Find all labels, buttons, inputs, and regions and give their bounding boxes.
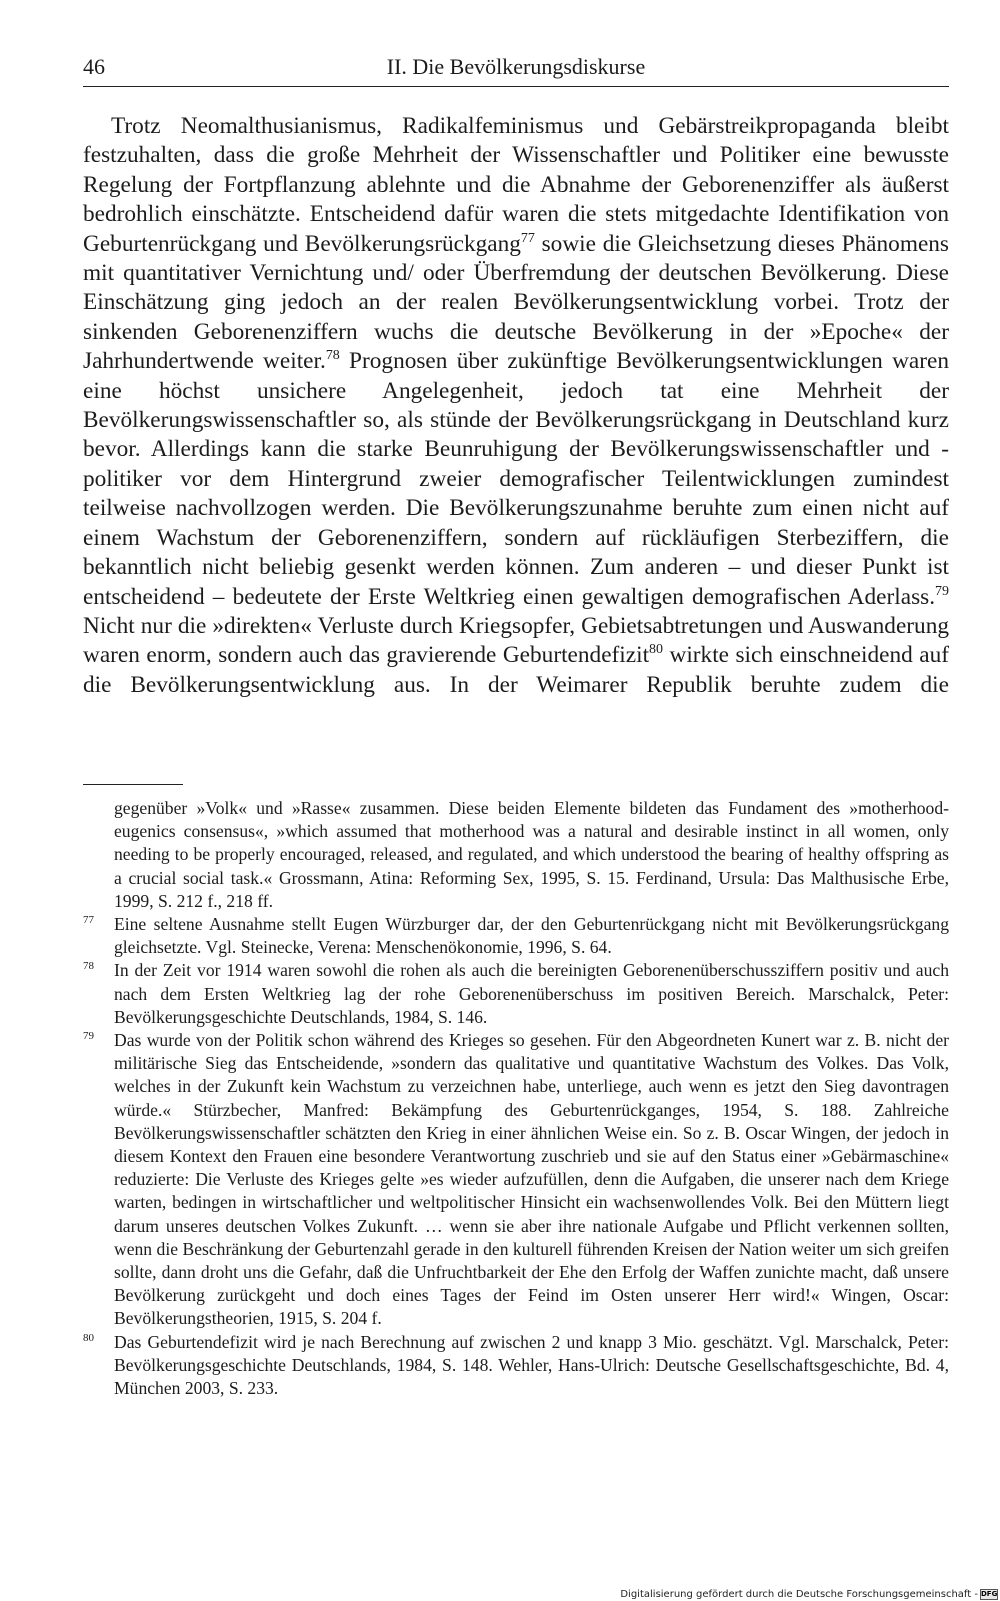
- digitization-footer: [606, 1588, 1000, 1601]
- header-rule: [83, 86, 949, 87]
- footnote-79: [83, 1029, 949, 1331]
- page-header: [83, 50, 949, 80]
- footnote-78: [83, 959, 949, 1029]
- footnote-ref-78[interactable]: 78: [325, 348, 340, 364]
- body-segment: Trotz Neomalthusianismus, Radikalfeminismus und Gebärstreikpropaganda bleibt festzuhalten, dass die große Mehrheit der Wissenschaftler und Politiker eine bewusste Regelung der Fortpflanzung ablehnte und die Abnahme der Geborenenziffer als äußerst bedrohlich einschätzte. Entscheidend dafür waren die stets mitgedachte Identifikation von Geburtenrückgang und Bevölkerungsrückgang: [83, 113, 949, 257]
- footnote-rule: [83, 784, 183, 785]
- footnote-77: [83, 913, 949, 959]
- footnote-text: Das Geburtendefizit wird je nach Berechnung auf zwischen 2 und knapp 3 Mio. geschätzt. Vgl. Marschalck, Peter: Bevölkerungsgeschichte Deutschlands, 1984, S. 148. Wehler, Hans-Ulrich: Deutsche Gesellschaftsgeschichte, Bd. 4, München 2003, S. 233.: [114, 1331, 949, 1399]
- footnote-number: 79: [83, 1030, 94, 1043]
- page-number: 46: [83, 54, 105, 79]
- main-text: [83, 112, 949, 700]
- footnote-number: 78: [83, 960, 94, 973]
- body-segment: wirkte sich einschneidend auf die Bevölkerungsentwicklung aus. In der Weimarer Republik beruhte zudem die: [83, 642, 949, 698]
- footnote-continued: gegenüber »Volk« und »Rasse« zusammen. Diese beiden Elemente bildeten das Fundament des »motherhood-eugenics consensus«, »which assumed that motherhood was a natural and desirable instinct in all women, only needing to be properly encouraged, released, and regulated, and which understood the bearing of healthy offspring as a crucial social task.« Grossmann, Atina: Reforming Sex, 1995, S. 15. Ferdinand, Ursula: Das Malthusische Erbe, 1999, S. 212 f., 218 ff.: [114, 798, 949, 911]
- footnote-number: 77: [83, 914, 94, 927]
- footnote-80: [83, 1331, 949, 1401]
- body-paragraph: [83, 112, 949, 700]
- dfg-logo-icon: DFG: [981, 1590, 998, 1598]
- footnote-number: 80: [83, 1331, 94, 1344]
- running-title: II. Die Bevölkerungsdiskurse: [386, 54, 646, 79]
- footnote-ref-80[interactable]: 80: [649, 642, 664, 658]
- body-segment: Prognosen über zukünftige Bevölkerungsentwicklungen waren eine höchst unsichere Angelegenheit, jedoch tat eine Mehrheit der Bevölkerungswissenschaftler so, als stünde der Bevölkerungsrückgang in Deutschland kurz bevor. Allerdings kann die starke Beunruhigung der Bevölkerungswissenschaftler und -politiker vor dem Hintergrund zweier demografischer Teilentwicklungen zumindest teilweise nachvollzogen werden. Die Bevölkerungszunahme beruhte zum einen nicht auf einem Wachstum der Geborenenziffern, sondern auf rückläufigen Sterbeziffern, die bekanntlich nicht beliebig gesenkt werden können. Zum anderen – und dieser Punkt ist entscheidend – bedeutete der Erste Weltkrieg einen gewaltigen demografischen Aderlass.: [83, 348, 949, 610]
- footnote-ref-77[interactable]: 77: [520, 230, 535, 246]
- footnote-ref-79[interactable]: 79: [935, 583, 949, 599]
- funding-credit: Digitalisierung gefördert durch die Deutsche Forschungsgemeinschaft -: [620, 1589, 978, 1600]
- footnotes: [83, 797, 949, 1400]
- body-segment: sowie die Gleichsetzung dieses Phänomens mit quantitativer Vernichtung und/ oder Überfremdung der deutschen Bevölkerung. Diese Einschätzung ging jedoch an der realen Bevölkerungsentwicklung vorbei. Trotz der sinkenden Geborenenziffern wuchs die deutsche Bevölkerung in der »Epoche« der Jahrhundertwende weiter.: [83, 230, 949, 375]
- footnote-text: Eine seltene Ausnahme stellt Eugen Würzburger dar, der den Geburtenrückgang nicht mit Bevölkerungsrückgang gleichsetzte. Vgl. Steinecke, Verena: Menschenökonomie, 1996, S. 64.: [114, 914, 949, 958]
- footnote-text: In der Zeit vor 1914 waren sowohl die rohen als auch die bereinigten Geborenenüberschussziffern positiv und auch nach dem Ersten Weltkrieg lag der rohe Geborenenüberschuss im positiven Bereich. Marschalck, Peter: Bevölkerungsgeschichte Deutschlands, 1984, S. 146.: [114, 960, 949, 1027]
- body-segment: Nicht nur die »direkten« Verluste durch Kriegsopfer, Gebietsabtretungen und Auswanderung waren enorm, sondern auch das gravierende Geburtendefizit: [83, 612, 949, 669]
- footnote-text: Das wurde von der Politik schon während des Krieges so gesehen. Für den Abgeordneten Kunert war z. B. nicht der militärische Sieg das Entscheidende, »sondern das qualitative und quantitative Wachstum des Volkes. Das Volk, welches in der Zukunft kein Wachstum zu verzeichnen habe, unterliege, auch wenn es jetzt den Sieg davontragen würde.« Stürzbecher, Manfred: Bekämpfung des Geburtenrückganges, 1954, S. 188. Zahlreiche Bevölkerungswissenschaftler schätzten den Krieg in einer ähnlichen Weise ein. So z. B. Oscar Wingen, der jedoch in diesem Kontext den Frauen eine besondere Verantwortung zuschrieb und sie auf den Status einer »Gebärmaschine« reduzierte: Die Verluste des Krieges gelte »es wieder aufzufüllen, denn die Aufgaben, die unserer nach dem Kriege warten, bedingen in wirtschaftlicher und weltpolitischer Hinsicht ein wachsenwollendes Volk. Bei den Müttern liegt darum unseres deutschen Volkes Zukunft. … wenn sie aber ihre nationale Aufgabe und Pflicht verkennen sollten, wenn die Beschränkung der Geburtenzahl gerade in den kulturell führenden Kreisen der Nation weiter um sich greifen sollte, dann droht uns die Gefahr, daß die Unfruchtbarkeit der Ehe den Erfolg der Waffen zunichte macht, daß unsere Bevölkerung zurückgeht und doch eines Tages der Feind im Osten unserer Herr wird!« Wingen, Oscar: Bevölkerungstheorien, 1915, S. 204 f.: [114, 1030, 949, 1329]
